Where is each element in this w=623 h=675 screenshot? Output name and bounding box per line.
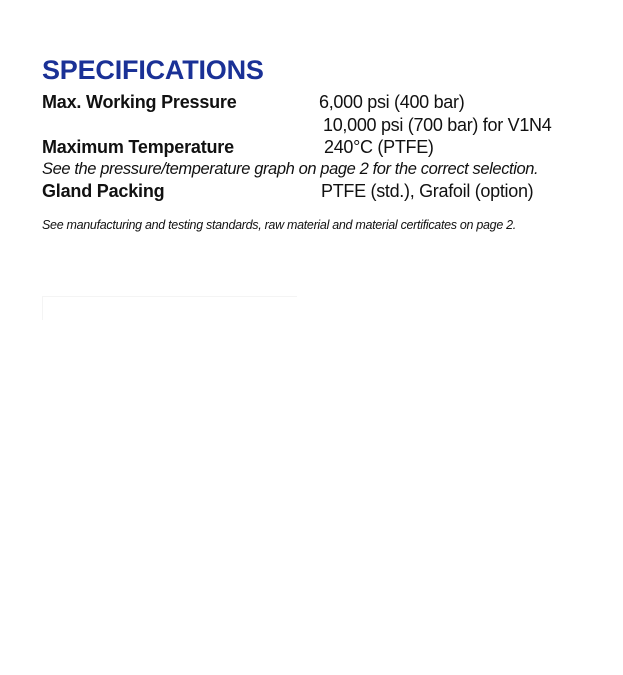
faint-divider bbox=[42, 296, 297, 297]
standards-footnote: See manufacturing and testing standards, raw material and material certificates on page 2. bbox=[42, 218, 516, 232]
specifications-heading: SPECIFICATIONS bbox=[42, 55, 264, 85]
gland-packing-label: Gland Packing bbox=[42, 181, 165, 201]
maximum-temperature-label: Maximum Temperature bbox=[42, 137, 234, 157]
faint-divider-tick bbox=[42, 296, 43, 320]
maximum-temperature-value: 240°C (PTFE) bbox=[324, 137, 434, 157]
max-working-pressure-label: Max. Working Pressure bbox=[42, 92, 237, 112]
temperature-selection-note: See the pressure/temperature graph on page 2 for the correct selection. bbox=[42, 160, 539, 178]
max-working-pressure-value: 6,000 psi (400 bar) bbox=[319, 92, 465, 112]
gland-packing-value: PTFE (std.), Grafoil (option) bbox=[321, 181, 534, 201]
max-working-pressure-value-v1n4: 10,000 psi (700 bar) for V1N4 bbox=[323, 115, 552, 135]
